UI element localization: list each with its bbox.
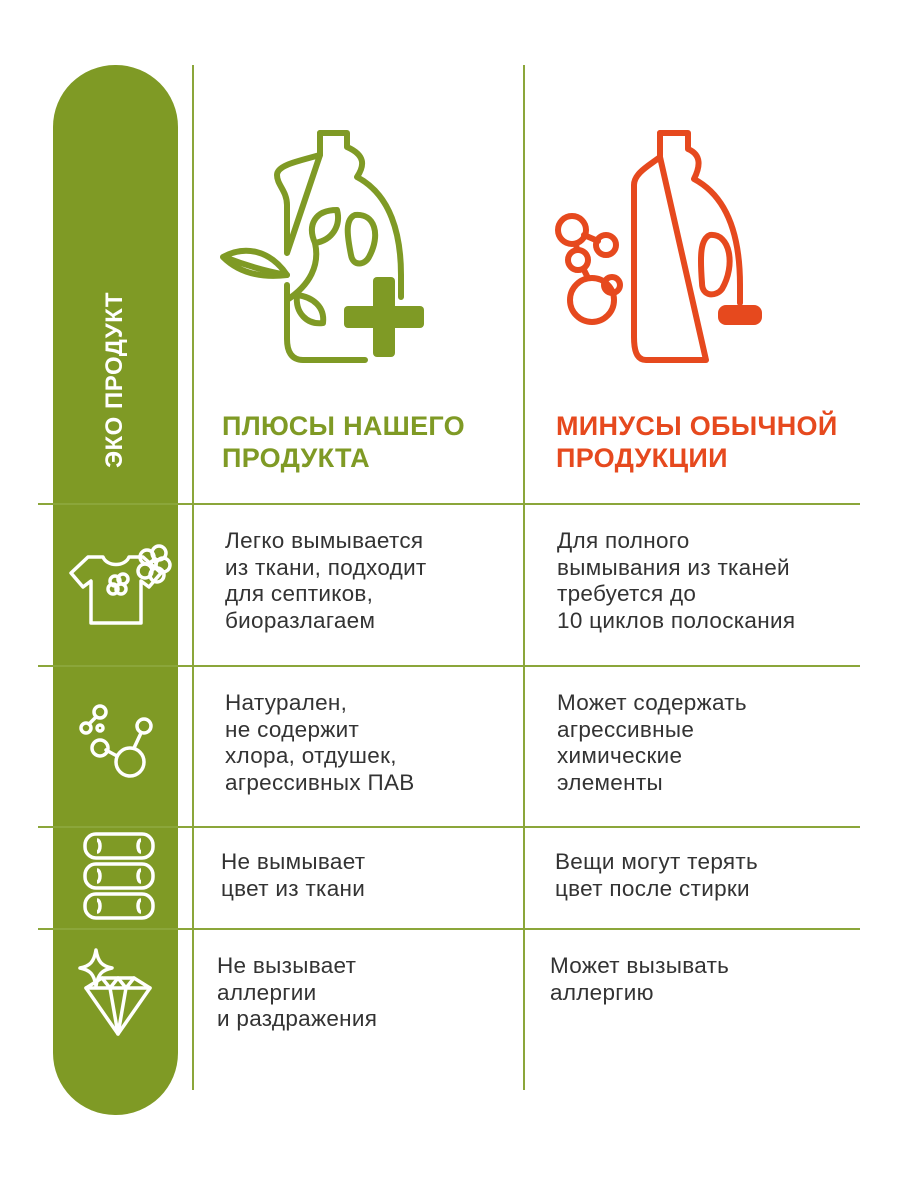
molecule-icon — [78, 698, 163, 788]
sidebar-title: ЭКО ПРОДУКТ — [101, 291, 128, 469]
row-2-regular-text: Может содержать агрессивные химические элементы — [557, 690, 747, 795]
regular-heading: МИНУСЫ ОБЫЧНОЙ ПРОДУКЦИИ — [556, 411, 838, 473]
diamond-sparkle-icon — [68, 948, 168, 1038]
row-1-ours-text: Легко вымывается из ткани, подходит для септиков, биоразлагаем — [225, 528, 427, 633]
ours-heading: ПЛЮСЫ НАШЕГО ПРОДУКТА — [222, 411, 465, 473]
row-2-ours-text: Натурален, не содержит хлора, отдушек, агрессивных ПАВ — [225, 690, 415, 795]
column-divider-right — [523, 65, 525, 1090]
row-4-ours-text: Не вызывает аллергии и раздражения — [217, 953, 378, 1031]
row-3-regular-text: Вещи могут терять цвет после стирки — [555, 849, 758, 901]
row-4-regular-text: Может вызывать аллергию — [550, 953, 730, 1005]
towels-stack-icon — [75, 830, 165, 925]
row-divider-4 — [38, 928, 860, 930]
eco-bottle-plus-icon — [215, 125, 435, 370]
row-3-ours-text: Не вымывает цвет из ткани — [221, 849, 366, 901]
column-divider-left — [192, 65, 194, 1090]
tshirt-flower-icon — [63, 535, 173, 630]
chemical-bottle-minus-icon — [550, 125, 770, 370]
row-divider-2 — [38, 665, 860, 667]
row-1-regular-text: Для полного вымывания из тканей требуется до 10 циклов полоскания — [557, 528, 796, 633]
row-divider-3 — [38, 826, 860, 828]
row-divider-1 — [38, 503, 860, 505]
